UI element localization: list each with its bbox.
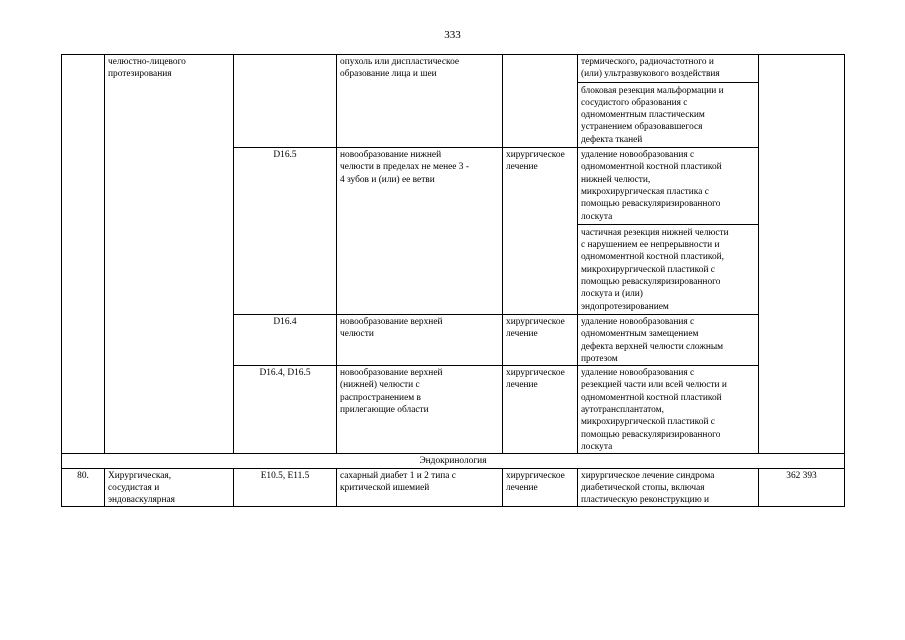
cell-name: челюстно-лицевого протезирования — [105, 55, 234, 454]
method-block: удаление новообразования с одномоментной костной пластикой нижней челюсти, микрохирургическая пластика с помощью реваскуляризированного лоскута — [578, 149, 758, 225]
cell-treatment: хирургическое лечение — [503, 468, 578, 507]
section-row — [62, 454, 845, 468]
cell-code: D16.4, D16.5 — [234, 366, 337, 454]
cell-code: D16.5 — [234, 148, 337, 315]
cell-condition: опухоль или диспластическое образование лица и шеи — [337, 55, 503, 148]
table-row — [62, 468, 845, 507]
cell-treatment: хирургическое лечение — [503, 314, 578, 365]
cell-condition: новообразование верхней (нижней) челюсти с распространением в прилегающие области — [337, 366, 503, 454]
cell-treatment: хирургическое лечение — [503, 366, 578, 454]
cell-method: удаление новообразования с одномоментным замещением дефекта верхней челюсти сложным протезом — [578, 314, 759, 365]
cell-method — [578, 148, 759, 315]
cell-number: 80. — [62, 468, 105, 507]
cell-name: Хирургическая, сосудистая и эндоваскулярная — [105, 468, 234, 507]
cell-condition: новообразование нижней челюсти в пределах не менее 3 - 4 зубов и (или) ее ветви — [337, 148, 503, 315]
table-row-continued — [62, 55, 845, 148]
cell-code — [234, 55, 337, 148]
cell-code: E10.5, E11.5 — [234, 468, 337, 507]
cell-method: удаление новообразования с резекцией части или всей челюсти и одномоментной костной пластикой аутотрансплантатом, микрохирургической пластикой с помощью реваскуляризированного лоскута — [578, 366, 759, 454]
cell-condition: сахарный диабет 1 и 2 типа с критической ишемией — [337, 468, 503, 507]
medical-care-table — [61, 54, 845, 507]
method-block: блоковая резекция мальформации и сосудистого образования с одномоментным пластическим устранением образовавшегося дефекта тканей — [581, 85, 724, 145]
cell-cost: 362 393 — [759, 468, 845, 507]
cell-treatment: хирургическое лечение — [503, 148, 578, 315]
cell-method: хирургическое лечение синдрома диабетической стопы, включая пластическую реконструкцию и — [578, 468, 759, 507]
cell-cost — [759, 55, 845, 454]
section-heading: Эндокринология — [62, 454, 845, 468]
cell-code: D16.4 — [234, 314, 337, 365]
page-number: 333 — [444, 29, 461, 41]
cell-number — [62, 55, 105, 454]
cell-condition: новообразование верхней челюсти — [337, 314, 503, 365]
cell-treatment — [503, 55, 578, 148]
method-block: частичная резекция нижней челюсти с нарушением ее непрерывности и одномоментной костной пластикой, микрохирургической пластикой с помощью реваскуляризированного лоскута и (или) эндопротезированием — [581, 227, 729, 312]
method-block: термического, радиочастотного и (или) ультразвукового воздействия — [578, 56, 758, 83]
cell-method — [578, 55, 759, 148]
